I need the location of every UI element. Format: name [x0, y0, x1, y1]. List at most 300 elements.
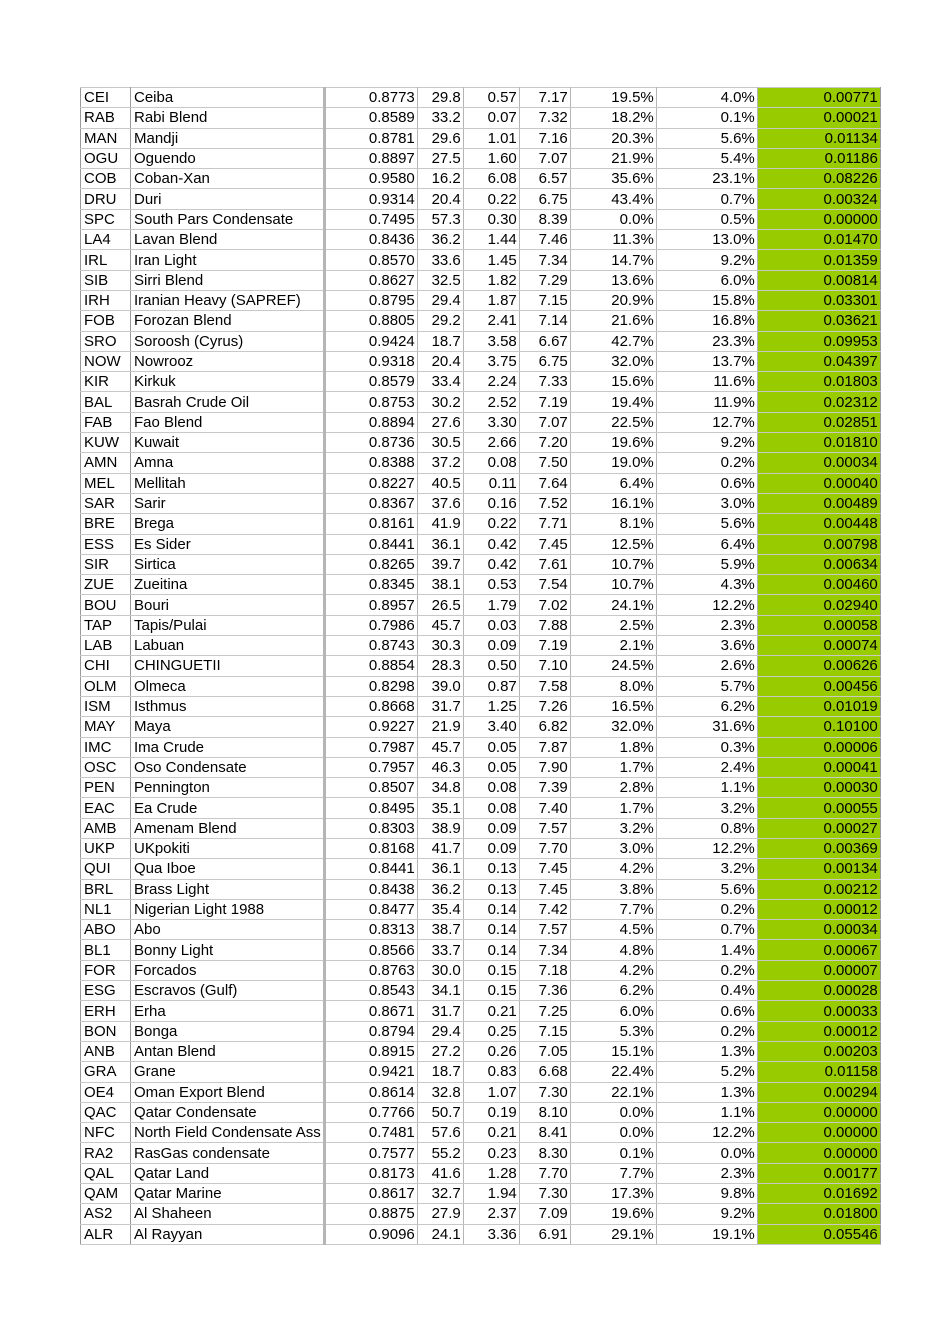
fraction-percent-cell: 19.1%	[656, 1224, 757, 1244]
fraction-percent-cell: 15.8%	[656, 290, 757, 310]
fraction-percent-cell: 5.4%	[656, 148, 757, 168]
factor-cell: 7.29	[519, 270, 570, 290]
fraction-percent-cell: 2.3%	[656, 615, 757, 635]
density-cell: 0.8173	[324, 1163, 417, 1183]
sulfur-cell: 3.58	[463, 331, 519, 351]
crude-name-cell: Amenam Blend	[131, 818, 325, 838]
crude-name-cell: Bouri	[131, 595, 325, 615]
factor-cell: 7.09	[519, 1204, 570, 1224]
density-cell: 0.8579	[324, 372, 417, 392]
factor-cell: 6.91	[519, 1224, 570, 1244]
api-gravity-cell: 37.2	[417, 453, 463, 473]
factor-cell: 7.57	[519, 818, 570, 838]
api-gravity-cell: 41.7	[417, 838, 463, 858]
table-row	[81, 209, 881, 229]
factor-cell: 7.07	[519, 412, 570, 432]
residue-percent-cell: 0.0%	[570, 1102, 656, 1122]
density-cell: 0.8957	[324, 595, 417, 615]
api-gravity-cell: 33.4	[417, 372, 463, 392]
crude-code-cell: FAB	[81, 412, 131, 432]
residue-percent-cell: 3.2%	[570, 818, 656, 838]
table-row	[81, 1021, 881, 1041]
density-cell: 0.8227	[324, 473, 417, 493]
factor-cell: 6.67	[519, 331, 570, 351]
density-cell: 0.9421	[324, 1062, 417, 1082]
density-cell: 0.9227	[324, 717, 417, 737]
fraction-percent-cell: 5.6%	[656, 128, 757, 148]
api-gravity-cell: 50.7	[417, 1102, 463, 1122]
residue-percent-cell: 42.7%	[570, 331, 656, 351]
sulfur-cell: 1.28	[463, 1163, 519, 1183]
crude-name-cell: Kuwait	[131, 433, 325, 453]
crude-code-cell: FOB	[81, 311, 131, 331]
table-row	[81, 534, 881, 554]
crude-code-cell: GRA	[81, 1062, 131, 1082]
crude-name-cell: Brass Light	[131, 879, 325, 899]
crude-code-cell: IRL	[81, 250, 131, 270]
factor-cell: 7.88	[519, 615, 570, 635]
crude-code-cell: ESG	[81, 981, 131, 1001]
table-row	[81, 270, 881, 290]
residue-percent-cell: 19.0%	[570, 453, 656, 473]
result-value-cell: 0.00000	[757, 1143, 880, 1163]
density-cell: 0.7987	[324, 737, 417, 757]
api-gravity-cell: 21.9	[417, 717, 463, 737]
factor-cell: 7.16	[519, 128, 570, 148]
result-value-cell: 0.01359	[757, 250, 880, 270]
density-cell: 0.8915	[324, 1041, 417, 1061]
fraction-percent-cell: 5.2%	[656, 1062, 757, 1082]
density-cell: 0.8743	[324, 636, 417, 656]
crude-code-cell: UKP	[81, 838, 131, 858]
table-row	[81, 1041, 881, 1061]
fraction-percent-cell: 6.4%	[656, 534, 757, 554]
fraction-percent-cell: 4.3%	[656, 575, 757, 595]
residue-percent-cell: 7.7%	[570, 899, 656, 919]
residue-percent-cell: 43.4%	[570, 189, 656, 209]
result-value-cell: 0.03621	[757, 311, 880, 331]
result-value-cell: 0.00771	[757, 88, 880, 108]
result-value-cell: 0.01134	[757, 128, 880, 148]
crude-name-cell: Oman Export Blend	[131, 1082, 325, 1102]
density-cell: 0.8668	[324, 696, 417, 716]
sulfur-cell: 0.50	[463, 656, 519, 676]
crude-name-cell: Oguendo	[131, 148, 325, 168]
result-value-cell: 0.00634	[757, 554, 880, 574]
crude-name-cell: Mandji	[131, 128, 325, 148]
crude-code-cell: OE4	[81, 1082, 131, 1102]
table-row	[81, 514, 881, 534]
crude-name-cell: UKpokiti	[131, 838, 325, 858]
crude-code-cell: PEN	[81, 778, 131, 798]
api-gravity-cell: 46.3	[417, 757, 463, 777]
density-cell: 0.8736	[324, 433, 417, 453]
fraction-percent-cell: 0.7%	[656, 920, 757, 940]
factor-cell: 7.40	[519, 798, 570, 818]
table-row	[81, 717, 881, 737]
crude-name-cell: Isthmus	[131, 696, 325, 716]
api-gravity-cell: 39.7	[417, 554, 463, 574]
crude-code-cell: ZUE	[81, 575, 131, 595]
density-cell: 0.8794	[324, 1021, 417, 1041]
table-row	[81, 108, 881, 128]
fraction-percent-cell: 4.0%	[656, 88, 757, 108]
api-gravity-cell: 32.8	[417, 1082, 463, 1102]
density-cell: 0.9580	[324, 169, 417, 189]
sulfur-cell: 0.42	[463, 554, 519, 574]
crude-name-cell: Iranian Heavy (SAPREF)	[131, 290, 325, 310]
crude-name-cell: Ea Crude	[131, 798, 325, 818]
crude-code-cell: NFC	[81, 1123, 131, 1143]
factor-cell: 7.30	[519, 1082, 570, 1102]
crude-name-cell: Nowrooz	[131, 351, 325, 371]
fraction-percent-cell: 12.2%	[656, 595, 757, 615]
sulfur-cell: 1.07	[463, 1082, 519, 1102]
crude-name-cell: Mellitah	[131, 473, 325, 493]
table-row	[81, 473, 881, 493]
result-value-cell: 0.00034	[757, 453, 880, 473]
residue-percent-cell: 7.7%	[570, 1163, 656, 1183]
factor-cell: 7.20	[519, 433, 570, 453]
factor-cell: 7.32	[519, 108, 570, 128]
residue-percent-cell: 4.5%	[570, 920, 656, 940]
result-value-cell: 0.00034	[757, 920, 880, 940]
factor-cell: 7.18	[519, 960, 570, 980]
api-gravity-cell: 29.4	[417, 1021, 463, 1041]
residue-percent-cell: 2.8%	[570, 778, 656, 798]
api-gravity-cell: 31.7	[417, 696, 463, 716]
crude-code-cell: SIB	[81, 270, 131, 290]
crude-name-cell: South Pars Condensate	[131, 209, 325, 229]
crude-name-cell: Oso Condensate	[131, 757, 325, 777]
table-row	[81, 737, 881, 757]
api-gravity-cell: 36.2	[417, 230, 463, 250]
fraction-percent-cell: 12.7%	[656, 412, 757, 432]
sulfur-cell: 0.22	[463, 189, 519, 209]
sulfur-cell: 0.57	[463, 88, 519, 108]
sulfur-cell: 0.14	[463, 920, 519, 940]
api-gravity-cell: 26.5	[417, 595, 463, 615]
api-gravity-cell: 35.4	[417, 899, 463, 919]
crude-code-cell: NL1	[81, 899, 131, 919]
crude-code-cell: BRL	[81, 879, 131, 899]
factor-cell: 7.90	[519, 757, 570, 777]
crude-name-cell: Coban-Xan	[131, 169, 325, 189]
table-row	[81, 1204, 881, 1224]
fraction-percent-cell: 3.6%	[656, 636, 757, 656]
residue-percent-cell: 19.4%	[570, 392, 656, 412]
crude-name-cell: CHINGUETII	[131, 656, 325, 676]
api-gravity-cell: 36.1	[417, 859, 463, 879]
crude-code-cell: BRE	[81, 514, 131, 534]
api-gravity-cell: 27.2	[417, 1041, 463, 1061]
crude-name-cell: Zueitina	[131, 575, 325, 595]
api-gravity-cell: 36.2	[417, 879, 463, 899]
table-row	[81, 1001, 881, 1021]
sulfur-cell: 0.03	[463, 615, 519, 635]
api-gravity-cell: 34.1	[417, 981, 463, 1001]
residue-percent-cell: 32.0%	[570, 717, 656, 737]
fraction-percent-cell: 0.7%	[656, 189, 757, 209]
fraction-percent-cell: 0.0%	[656, 1143, 757, 1163]
density-cell: 0.8161	[324, 514, 417, 534]
result-value-cell: 0.00369	[757, 838, 880, 858]
result-value-cell: 0.00058	[757, 615, 880, 635]
sulfur-cell: 1.79	[463, 595, 519, 615]
residue-percent-cell: 19.6%	[570, 433, 656, 453]
crude-code-cell: FOR	[81, 960, 131, 980]
sulfur-cell: 2.24	[463, 372, 519, 392]
factor-cell: 8.30	[519, 1143, 570, 1163]
api-gravity-cell: 38.1	[417, 575, 463, 595]
factor-cell: 7.33	[519, 372, 570, 392]
crude-name-cell: Sirtica	[131, 554, 325, 574]
residue-percent-cell: 4.2%	[570, 960, 656, 980]
fraction-percent-cell: 1.3%	[656, 1082, 757, 1102]
sulfur-cell: 0.30	[463, 209, 519, 229]
result-value-cell: 0.01158	[757, 1062, 880, 1082]
fraction-percent-cell: 11.6%	[656, 372, 757, 392]
factor-cell: 7.70	[519, 838, 570, 858]
crude-name-cell: Tapis/Pulai	[131, 615, 325, 635]
sulfur-cell: 0.15	[463, 981, 519, 1001]
residue-percent-cell: 4.2%	[570, 859, 656, 879]
result-value-cell: 0.01019	[757, 696, 880, 716]
density-cell: 0.8753	[324, 392, 417, 412]
api-gravity-cell: 55.2	[417, 1143, 463, 1163]
result-value-cell: 0.00074	[757, 636, 880, 656]
table-row	[81, 433, 881, 453]
sulfur-cell: 0.21	[463, 1001, 519, 1021]
fraction-percent-cell: 0.1%	[656, 108, 757, 128]
api-gravity-cell: 18.7	[417, 331, 463, 351]
density-cell: 0.8671	[324, 1001, 417, 1021]
result-value-cell: 0.00007	[757, 960, 880, 980]
crude-name-cell: Sarir	[131, 493, 325, 513]
api-gravity-cell: 28.3	[417, 656, 463, 676]
sulfur-cell: 0.21	[463, 1123, 519, 1143]
factor-cell: 7.10	[519, 656, 570, 676]
residue-percent-cell: 17.3%	[570, 1184, 656, 1204]
crude-name-cell: North Field Condensate Ass	[131, 1123, 325, 1143]
crude-name-cell: Ceiba	[131, 88, 325, 108]
result-value-cell: 0.01803	[757, 372, 880, 392]
fraction-percent-cell: 5.6%	[656, 514, 757, 534]
result-value-cell: 0.00028	[757, 981, 880, 1001]
crude-name-cell: Ima Crude	[131, 737, 325, 757]
density-cell: 0.7766	[324, 1102, 417, 1122]
factor-cell: 7.36	[519, 981, 570, 1001]
residue-percent-cell: 11.3%	[570, 230, 656, 250]
api-gravity-cell: 37.6	[417, 493, 463, 513]
sulfur-cell: 0.13	[463, 879, 519, 899]
sulfur-cell: 3.75	[463, 351, 519, 371]
density-cell: 0.8894	[324, 412, 417, 432]
crude-code-cell: COB	[81, 169, 131, 189]
residue-percent-cell: 19.5%	[570, 88, 656, 108]
crude-code-cell: RAB	[81, 108, 131, 128]
residue-percent-cell: 5.3%	[570, 1021, 656, 1041]
result-value-cell: 0.00134	[757, 859, 880, 879]
sulfur-cell: 0.53	[463, 575, 519, 595]
result-value-cell: 0.01810	[757, 433, 880, 453]
factor-cell: 6.75	[519, 189, 570, 209]
crude-code-cell: IRH	[81, 290, 131, 310]
factor-cell: 7.19	[519, 392, 570, 412]
api-gravity-cell: 41.6	[417, 1163, 463, 1183]
result-value-cell: 0.00055	[757, 798, 880, 818]
table-row	[81, 595, 881, 615]
fraction-percent-cell: 9.2%	[656, 250, 757, 270]
table-row	[81, 169, 881, 189]
fraction-percent-cell: 5.6%	[656, 879, 757, 899]
table-row	[81, 412, 881, 432]
fraction-percent-cell: 13.7%	[656, 351, 757, 371]
factor-cell: 6.68	[519, 1062, 570, 1082]
table-row	[81, 331, 881, 351]
crude-name-cell: Iran Light	[131, 250, 325, 270]
api-gravity-cell: 32.5	[417, 270, 463, 290]
crude-name-cell: Es Sider	[131, 534, 325, 554]
api-gravity-cell: 20.4	[417, 189, 463, 209]
fraction-percent-cell: 0.8%	[656, 818, 757, 838]
density-cell: 0.8627	[324, 270, 417, 290]
table-row	[81, 940, 881, 960]
sulfur-cell: 1.01	[463, 128, 519, 148]
fraction-percent-cell: 3.0%	[656, 493, 757, 513]
table-row	[81, 798, 881, 818]
sulfur-cell: 0.14	[463, 899, 519, 919]
residue-percent-cell: 21.6%	[570, 311, 656, 331]
fraction-percent-cell: 5.7%	[656, 676, 757, 696]
density-cell: 0.8168	[324, 838, 417, 858]
result-value-cell: 0.00798	[757, 534, 880, 554]
table-row	[81, 615, 881, 635]
api-gravity-cell: 41.9	[417, 514, 463, 534]
residue-percent-cell: 16.1%	[570, 493, 656, 513]
result-value-cell: 0.01692	[757, 1184, 880, 1204]
crude-code-cell: MAN	[81, 128, 131, 148]
sulfur-cell: 6.08	[463, 169, 519, 189]
sulfur-cell: 1.87	[463, 290, 519, 310]
density-cell: 0.9314	[324, 189, 417, 209]
api-gravity-cell: 29.6	[417, 128, 463, 148]
api-gravity-cell: 33.6	[417, 250, 463, 270]
crude-code-cell: NOW	[81, 351, 131, 371]
api-gravity-cell: 35.1	[417, 798, 463, 818]
api-gravity-cell: 27.6	[417, 412, 463, 432]
crude-name-cell: Soroosh (Cyrus)	[131, 331, 325, 351]
fraction-percent-cell: 23.1%	[656, 169, 757, 189]
api-gravity-cell: 29.4	[417, 290, 463, 310]
crude-code-cell: KUW	[81, 433, 131, 453]
table-row	[81, 230, 881, 250]
sulfur-cell: 1.60	[463, 148, 519, 168]
crude-name-cell: Basrah Crude Oil	[131, 392, 325, 412]
crude-code-cell: OSC	[81, 757, 131, 777]
fraction-percent-cell: 0.4%	[656, 981, 757, 1001]
factor-cell: 7.46	[519, 230, 570, 250]
density-cell: 0.8388	[324, 453, 417, 473]
density-cell: 0.7957	[324, 757, 417, 777]
fraction-percent-cell: 6.0%	[656, 270, 757, 290]
residue-percent-cell: 10.7%	[570, 575, 656, 595]
table-row	[81, 1224, 881, 1244]
crude-code-cell: QUI	[81, 859, 131, 879]
crude-code-cell: ERH	[81, 1001, 131, 1021]
crude-code-cell: BAL	[81, 392, 131, 412]
table-row	[81, 250, 881, 270]
density-cell: 0.8875	[324, 1204, 417, 1224]
factor-cell: 7.58	[519, 676, 570, 696]
residue-percent-cell: 15.6%	[570, 372, 656, 392]
residue-percent-cell: 3.8%	[570, 879, 656, 899]
density-cell: 0.8854	[324, 656, 417, 676]
residue-percent-cell: 19.6%	[570, 1204, 656, 1224]
crude-name-cell: Forozan Blend	[131, 311, 325, 331]
table-row	[81, 818, 881, 838]
crude-name-cell: Grane	[131, 1062, 325, 1082]
crude-code-cell: ANB	[81, 1041, 131, 1061]
crude-code-cell: ESS	[81, 534, 131, 554]
fraction-percent-cell: 0.2%	[656, 1021, 757, 1041]
density-cell: 0.9424	[324, 331, 417, 351]
factor-cell: 7.30	[519, 1184, 570, 1204]
sulfur-cell: 0.26	[463, 1041, 519, 1061]
table-row	[81, 899, 881, 919]
sulfur-cell: 0.08	[463, 778, 519, 798]
fraction-percent-cell: 1.1%	[656, 778, 757, 798]
fraction-percent-cell: 2.4%	[656, 757, 757, 777]
table-row	[81, 189, 881, 209]
table-row	[81, 859, 881, 879]
result-value-cell: 0.00006	[757, 737, 880, 757]
table-row	[81, 1163, 881, 1183]
factor-cell: 7.07	[519, 148, 570, 168]
table-row	[81, 696, 881, 716]
residue-percent-cell: 14.7%	[570, 250, 656, 270]
sulfur-cell: 3.30	[463, 412, 519, 432]
density-cell: 0.8441	[324, 859, 417, 879]
result-value-cell: 0.01470	[757, 230, 880, 250]
fraction-percent-cell: 13.0%	[656, 230, 757, 250]
table-row	[81, 493, 881, 513]
sulfur-cell: 0.15	[463, 960, 519, 980]
factor-cell: 7.52	[519, 493, 570, 513]
result-value-cell: 0.00021	[757, 108, 880, 128]
residue-percent-cell: 8.0%	[570, 676, 656, 696]
factor-cell: 6.75	[519, 351, 570, 371]
api-gravity-cell: 34.8	[417, 778, 463, 798]
result-value-cell: 0.00027	[757, 818, 880, 838]
table-row	[81, 311, 881, 331]
fraction-percent-cell: 0.2%	[656, 960, 757, 980]
residue-percent-cell: 24.5%	[570, 656, 656, 676]
residue-percent-cell: 13.6%	[570, 270, 656, 290]
crude-code-cell: LAB	[81, 636, 131, 656]
result-value-cell: 0.00033	[757, 1001, 880, 1021]
api-gravity-cell: 40.5	[417, 473, 463, 493]
crude-name-cell: Al Shaheen	[131, 1204, 325, 1224]
factor-cell: 8.41	[519, 1123, 570, 1143]
crude-table-body	[81, 88, 881, 1245]
result-value-cell: 0.03301	[757, 290, 880, 310]
result-value-cell: 0.00294	[757, 1082, 880, 1102]
table-row	[81, 88, 881, 108]
result-value-cell: 0.02312	[757, 392, 880, 412]
sulfur-cell: 0.83	[463, 1062, 519, 1082]
crude-name-cell: Abo	[131, 920, 325, 940]
